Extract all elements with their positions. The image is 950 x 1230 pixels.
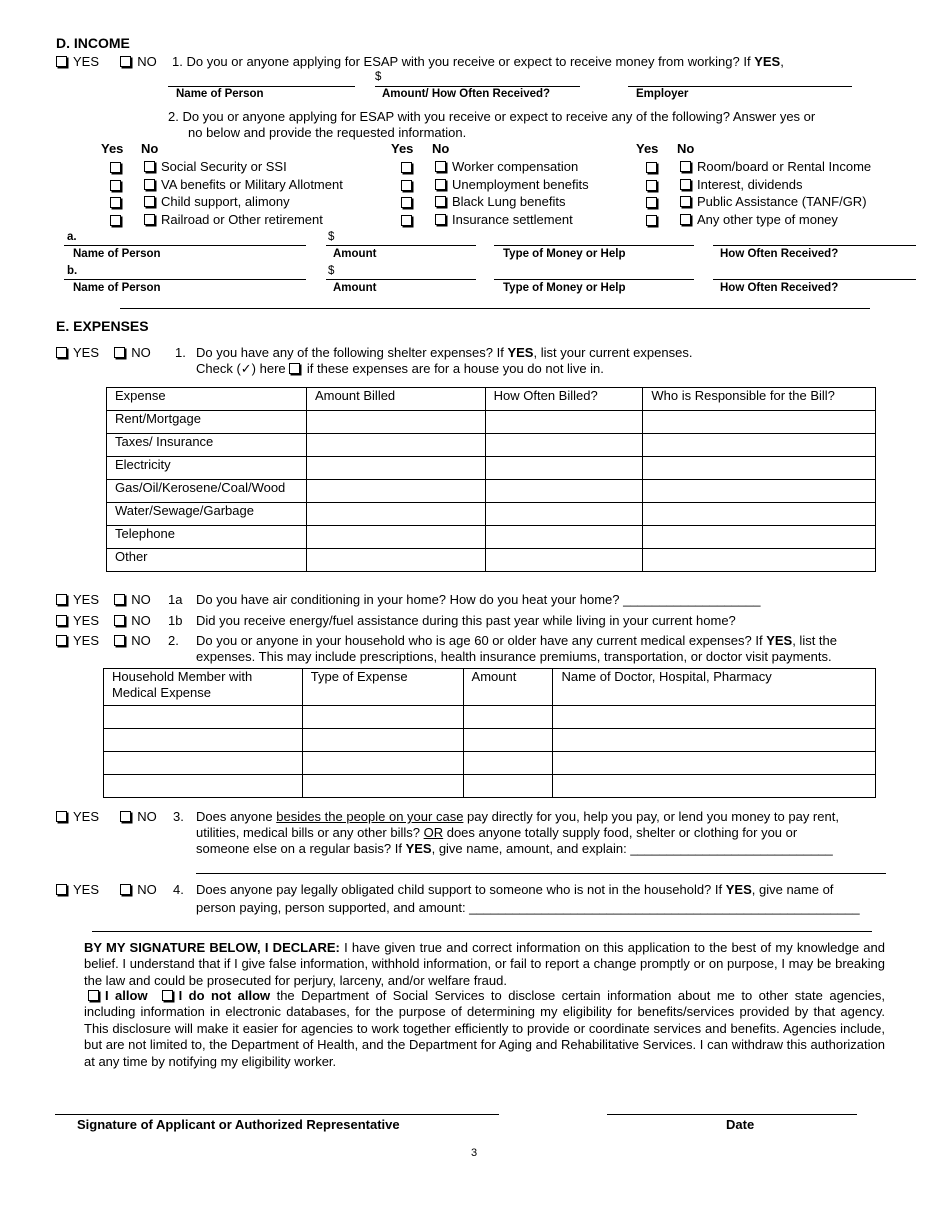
ss-no-checkbox[interactable] (144, 161, 155, 172)
railroad-yes-checkbox[interactable] (110, 215, 121, 226)
col1-yes-header: Yes (101, 141, 124, 156)
responsible-cell[interactable] (643, 411, 876, 434)
row-a-type-line[interactable] (494, 245, 694, 246)
header-expense: Expense (107, 388, 307, 411)
income-q1-no-checkbox[interactable] (120, 56, 131, 67)
q1b-no-checkbox[interactable] (114, 615, 125, 626)
q2-row: YES NO (56, 633, 151, 648)
row-b-name-line[interactable] (64, 279, 306, 280)
medical-table-header (104, 669, 876, 706)
amount-cell[interactable] (306, 434, 485, 457)
shelter-table-header (107, 388, 876, 411)
insurance-yes-checkbox[interactable] (401, 215, 412, 226)
q3-text-line3: someone else on a regular basis? If YES, give name, amount, and explain: ____________________________ (196, 841, 833, 856)
header-doctor: Name of Doctor, Hospital, Pharmacy (553, 669, 876, 706)
worker-comp-no-checkbox[interactable] (435, 161, 446, 172)
i-allow-label: I allow (105, 988, 148, 1003)
row-b-name-label: Name of Person (73, 282, 161, 294)
black-lung-item: Black Lung benefits (435, 194, 565, 209)
q4-text: Does anyone pay legally obligated child support to someone who is not in the household? If YES, give name of (196, 882, 834, 897)
va-no-checkbox[interactable] (144, 179, 155, 190)
expenses-q1-row: YES NO (56, 345, 151, 360)
row-b-amount-line[interactable] (326, 279, 476, 280)
header-household-member: Household Member with Medical Expense (104, 669, 303, 706)
income-q1-amount-label: Amount/ How Often Received? (382, 88, 551, 100)
other-money-yes-checkbox[interactable] (646, 215, 657, 226)
header-responsible: Who is Responsible for the Bill? (643, 388, 876, 411)
shelter-expense-table (106, 387, 876, 572)
row-b-often-line[interactable] (713, 279, 916, 280)
header-amount-billed: Amount Billed (306, 388, 485, 411)
public-assistance-yes-checkbox[interactable] (646, 197, 657, 208)
expense-name: Rent/Mortgage (107, 411, 307, 434)
col2-no-header: No (432, 141, 450, 156)
i-allow-checkbox[interactable] (88, 990, 99, 1001)
q2-no-checkbox[interactable] (114, 635, 125, 646)
income-q1-text: 1. Do you or anyone applying for ESAP with you receive or expect to receive money from working? If (172, 54, 755, 69)
table-row (104, 775, 876, 798)
table-row (107, 549, 876, 572)
authorization-paragraph (84, 988, 885, 1070)
q1a-row: YES NO (56, 592, 151, 607)
responsible-cell[interactable] (643, 457, 876, 480)
expense-name: Electricity (107, 457, 307, 480)
child-support-item: Child support, alimony (144, 194, 290, 209)
va-item: VA benefits or Military Allotment (144, 177, 343, 192)
table-row (104, 706, 876, 729)
expenses-q1-no-checkbox[interactable] (114, 347, 125, 358)
expense-name: Taxes/ Insurance (107, 434, 307, 457)
col3-no-header: No (677, 141, 695, 156)
expenses-q1-number: 1. (175, 345, 186, 360)
child-support-no-checkbox[interactable] (144, 196, 155, 207)
q3-row: YES NO (56, 809, 157, 824)
unemployment-item: Unemployment benefits (435, 177, 589, 192)
q3-number: 3. (173, 809, 184, 824)
amount-cell[interactable] (306, 526, 485, 549)
often-cell[interactable] (485, 411, 643, 434)
col1-no-header: No (141, 141, 159, 156)
often-cell[interactable] (485, 457, 643, 480)
page-number: 3 (471, 1147, 478, 1159)
table-row (107, 457, 876, 480)
table-row (104, 729, 876, 752)
q3-text-line2: utilities, medical bills or any other bills? OR does anyone totally supply food, shelter or clothing for you or (196, 825, 798, 840)
interest-item: Interest, dividends (680, 177, 803, 192)
q4-yes-checkbox[interactable] (56, 884, 67, 895)
income-q1-row: YES NO 1. Do you or anyone applying for ESAP with you receive or expect to receive money from working? If YES, (56, 54, 784, 69)
q4-no-checkbox[interactable] (120, 884, 131, 895)
section-divider-income (120, 308, 870, 309)
often-cell[interactable] (485, 503, 643, 526)
q2-yes-checkbox[interactable] (56, 635, 67, 646)
q3-text: Does anyone besides the people on your case pay directly for you, help you pay, or lend you money to pay rent, (196, 809, 839, 824)
income-heading: D. INCOME (56, 35, 130, 51)
ss-yes-checkbox[interactable] (110, 162, 121, 173)
row-b-label: b. (67, 265, 78, 277)
responsible-cell[interactable] (643, 549, 876, 572)
row-b-type-label: Type of Money or Help (503, 282, 626, 294)
q2-text: Do you or anyone in your household who is age 60 or older have any current medical expenses? If YES, list the (196, 633, 837, 648)
row-a-amount-label: Amount (333, 248, 377, 260)
q3-yes-checkbox[interactable] (56, 811, 67, 822)
table-row (107, 526, 876, 549)
q2-number: 2. (168, 633, 179, 648)
not-live-in-checkbox[interactable] (289, 363, 300, 374)
q3-explain-line[interactable] (196, 873, 886, 874)
income-q2-line2: no below and provide the requested information. (188, 125, 467, 140)
expense-name: Gas/Oil/Kerosene/Coal/Wood (107, 480, 307, 503)
declaration-paragraph (84, 940, 885, 989)
ss-item: Social Security or SSI (144, 159, 287, 174)
expense-name: Other (107, 549, 307, 572)
header-amount: Amount (463, 669, 553, 706)
col3-yes-header: Yes (636, 141, 659, 156)
room-board-yes-checkbox[interactable] (646, 162, 657, 173)
expenses-heading: E. EXPENSES (56, 318, 149, 334)
interest-no-checkbox[interactable] (680, 179, 691, 190)
signature-label: Signature of Applicant or Authorized Representative (77, 1117, 400, 1132)
room-board-no-checkbox[interactable] (680, 161, 691, 172)
income-q1-name-label: Name of Person (176, 88, 264, 100)
q1b-text: Did you receive energy/fuel assistance during this past year while living in your current home? (196, 613, 736, 628)
q1a-number: 1a (168, 592, 183, 607)
row-b-amount-label: Amount (333, 282, 377, 294)
often-cell[interactable] (485, 434, 643, 457)
income-q1-employer-line[interactable] (628, 86, 852, 87)
unemployment-no-checkbox[interactable] (435, 179, 446, 190)
va-yes-checkbox[interactable] (110, 180, 121, 191)
often-cell[interactable] (485, 526, 643, 549)
income-q1-dollar: $ (375, 71, 382, 83)
q4-text-line2: person paying, person supported, and amount: ______________________________________________________ (196, 900, 860, 915)
insurance-no-checkbox[interactable] (435, 214, 446, 225)
row-a-type-label: Type of Money or Help (503, 248, 626, 260)
row-b-dollar: $ (328, 265, 335, 277)
amount-cell[interactable] (306, 457, 485, 480)
railroad-no-checkbox[interactable] (144, 214, 155, 225)
worker-comp-yes-checkbox[interactable] (401, 162, 412, 173)
q1b-row: YES NO (56, 613, 151, 628)
table-row (107, 503, 876, 526)
amount-cell[interactable] (306, 503, 485, 526)
q4-number: 4. (173, 882, 184, 897)
often-cell[interactable] (485, 549, 643, 572)
q3-no-checkbox[interactable] (120, 811, 131, 822)
income-q1-yes-checkbox[interactable] (56, 56, 67, 67)
expenses-q1-yes-checkbox[interactable] (56, 347, 67, 358)
row-a-name-label: Name of Person (73, 248, 161, 260)
responsible-cell[interactable] (643, 503, 876, 526)
row-a-name-line[interactable] (64, 245, 306, 246)
row-a-often-label: How Often Received? (720, 248, 839, 260)
income-q1-employer-label: Employer (636, 88, 689, 100)
section-divider-expenses (92, 931, 872, 932)
header-type-of-expense: Type of Expense (302, 669, 463, 706)
worker-comp-item: Worker compensation (435, 159, 578, 174)
header-how-often: How Often Billed? (485, 388, 643, 411)
q4-row: YES NO (56, 882, 157, 897)
railroad-item: Railroad or Other retirement (144, 212, 323, 227)
responsible-cell[interactable] (643, 434, 876, 457)
col2-yes-header: Yes (391, 141, 414, 156)
row-b-often-label: How Often Received? (720, 282, 839, 294)
income-q1-amount-line[interactable] (375, 86, 580, 87)
date-label: Date (726, 1117, 755, 1132)
responsible-cell[interactable] (643, 480, 876, 503)
row-a-dollar: $ (328, 231, 335, 243)
amount-cell[interactable] (306, 549, 485, 572)
declaration-lead: BY MY SIGNATURE BELOW, I DECLARE: (84, 940, 340, 955)
often-cell[interactable] (485, 480, 643, 503)
room-board-item: Room/board or Rental Income (680, 159, 871, 174)
declaration-text: I have given true and correct information on this application to the best of my knowledge and belief. I understand that if I give false information, withhold information, or fail to report a change promptly or on purpose, I may be breaking the law and could be prosecuted for perjury, larceny, and/or welfare fraud. (84, 940, 886, 988)
q1a-no-checkbox[interactable] (114, 594, 125, 605)
expenses-q1-text: Do you have any of the following shelter expenses? If YES, list your current expenses. (196, 345, 693, 360)
public-assistance-item: Public Assistance (TANF/GR) (680, 194, 867, 209)
i-do-not-allow-label: I do not allow (178, 988, 271, 1003)
income-q1-name-line[interactable] (168, 86, 355, 87)
q1a-text: Do you have air conditioning in your home? How do you heat your home? ___________________ (196, 592, 761, 607)
q2-text-line2: expenses. This may include prescriptions, health insurance premiums, transportation, or doctor visit payments. (196, 649, 832, 664)
income-q2-line1: 2. Do you or anyone applying for ESAP with you receive or expect to receive any of the following? Answer yes or (168, 109, 816, 124)
child-support-yes-checkbox[interactable] (110, 197, 121, 208)
responsible-cell[interactable] (643, 526, 876, 549)
q1b-yes-checkbox[interactable] (56, 615, 67, 626)
insurance-item: Insurance settlement (435, 212, 573, 227)
amount-cell[interactable] (306, 480, 485, 503)
expense-name: Telephone (107, 526, 307, 549)
q1b-number: 1b (168, 613, 183, 628)
unemployment-yes-checkbox[interactable] (401, 180, 412, 191)
black-lung-yes-checkbox[interactable] (401, 197, 412, 208)
table-row (107, 480, 876, 503)
medical-expense-table (103, 668, 876, 798)
row-a-amount-line[interactable] (326, 245, 476, 246)
table-row (107, 411, 876, 434)
expense-name: Water/Sewage/Garbage (107, 503, 307, 526)
amount-cell[interactable] (306, 411, 485, 434)
expenses-q1-check-line: Check (✓) here if these expenses are for a house you do not live in. (196, 361, 604, 376)
row-a-label: a. (67, 231, 77, 243)
date-line[interactable] (607, 1114, 857, 1115)
i-do-not-allow-checkbox[interactable] (162, 990, 173, 1001)
other-money-item: Any other type of money (680, 212, 838, 227)
row-b-type-line[interactable] (494, 279, 694, 280)
public-assistance-no-checkbox[interactable] (680, 196, 691, 207)
row-a-often-line[interactable] (713, 245, 916, 246)
signature-line[interactable] (55, 1114, 499, 1115)
black-lung-no-checkbox[interactable] (435, 196, 446, 207)
q1a-yes-checkbox[interactable] (56, 594, 67, 605)
table-row (104, 752, 876, 775)
table-row (107, 434, 876, 457)
other-money-no-checkbox[interactable] (680, 214, 691, 225)
interest-yes-checkbox[interactable] (646, 180, 657, 191)
authorization-text: the Department of Social Services to disclose certain information about me to other state agencies, including information in electronic databases, for the purpose of determining my eligibility for benefits/services provided by that agency. This disclosure will make it easier for agencies to work together efficiently to provide or coordinate services and benefits. Agencies include, but are not limited to, the Department of Health, and the Department for Aging and Rehabilitative Services. I can withdraw this authorization at any time by notifying my eligibility worker. (84, 988, 885, 1069)
